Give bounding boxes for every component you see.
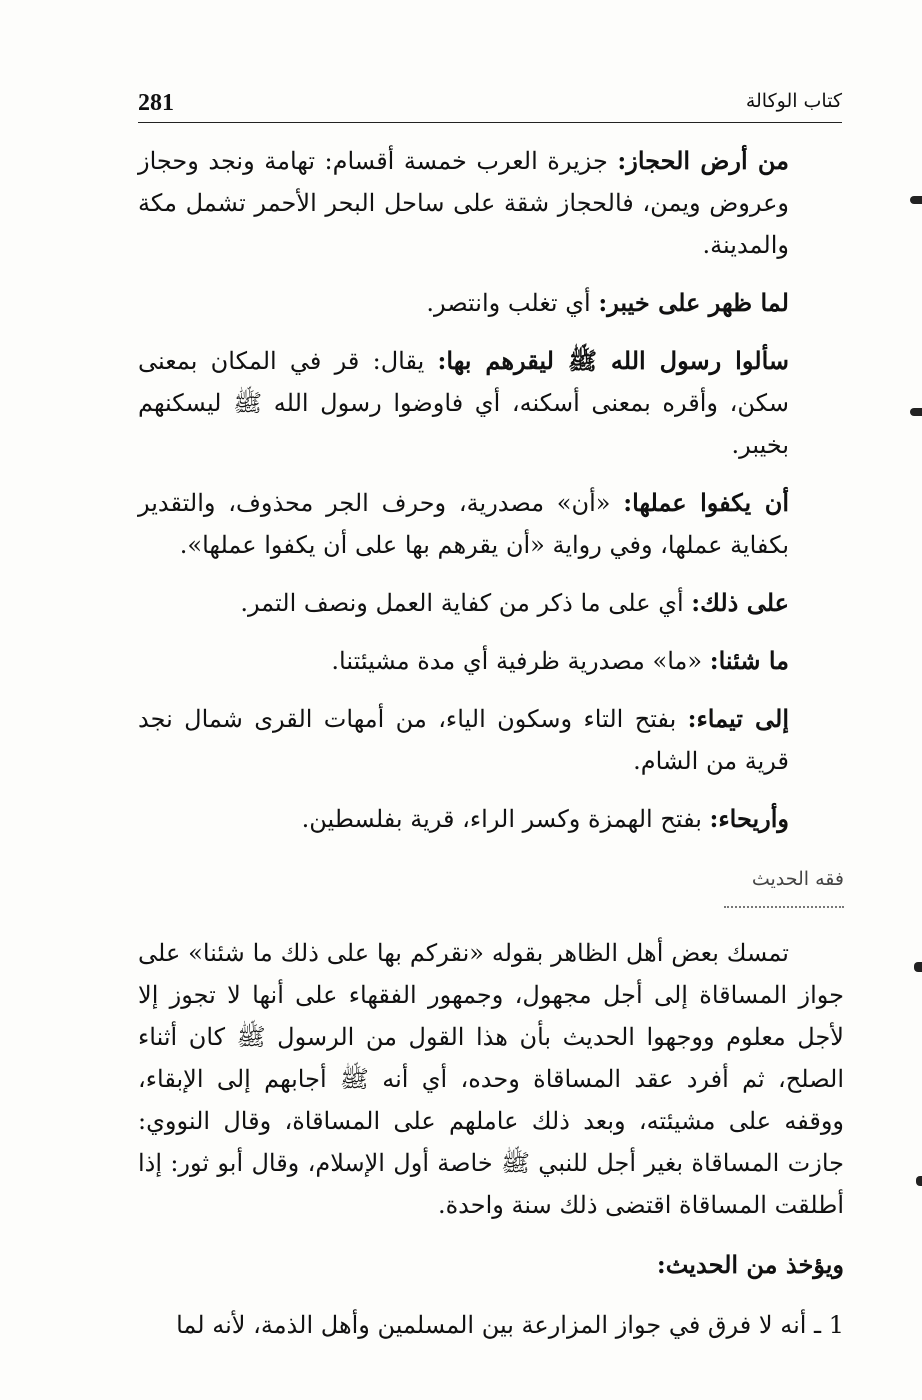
glossary-text: «ما» مصدرية ظرفية أي مدة مشيئتنا. — [331, 647, 710, 675]
section-title: فقه الحديث — [724, 858, 844, 908]
glossary-entry — [138, 140, 844, 266]
glossary-term: لما ظهر على خيبر: — [598, 288, 789, 317]
page-body — [138, 140, 844, 1346]
glossary-term: على ذلك: — [691, 588, 789, 617]
glossary-term: سألوا رسول الله ﷺ ليقرهم بها: — [437, 346, 789, 375]
glossary-entry — [138, 282, 844, 324]
glossary-entry — [138, 482, 844, 566]
glossary-entry — [138, 340, 844, 466]
glossary-entry — [138, 698, 844, 782]
glossary-text: «أن» مصدرية، وحرف الجر محذوف، والتقدير بكفاية عملها، وفي رواية «أن يقرهم بها على أن يكفوا عملها». — [138, 489, 789, 559]
glossary-term: وأريحاء: — [709, 804, 789, 833]
glossary-text: أي على ما ذكر من كفاية العمل ونصف التمر. — [240, 589, 692, 617]
glossary-entry — [138, 640, 844, 682]
glossary-text: بفتح الهمزة وكسر الراء، قرية بفلسطين. — [301, 805, 710, 833]
running-title: كتاب الوكالة — [745, 90, 842, 112]
glossary-text: أي تغلب وانتصر. — [426, 289, 599, 317]
glossary-text: بفتح التاء وسكون الياء، من أمهات القرى شمال نجد قرية من الشام. — [138, 705, 789, 775]
glossary-term: أن يكفوا عملها: — [623, 488, 789, 517]
scan-edge-mark — [910, 196, 922, 204]
glossary-text: يقال: قر في المكان بمعنى سكن، وأقره بمعنى أسكنه، أي فاوضوا رسول الله ﷺ ليسكنهم بخيبر. — [138, 347, 789, 459]
glossary-entry — [138, 582, 844, 624]
glossary-term: ما شئنا: — [709, 646, 789, 675]
list-item: 1 ـ أنه لا فرق في جواز المزارعة بين المسلمين وأهل الذمة، لأنه لما — [176, 1311, 844, 1339]
glossary-entry — [138, 798, 844, 840]
glossary-term: من أرض الحجاز: — [617, 146, 789, 175]
section-paragraph: تمسك بعض أهل الظاهر بقوله «نقركم بها على ذلك ما شئنا» على جواز المساقاة إلى أجل مجهول، وجمهور الفقهاء على أنها لا تجوز إلا لأجل معلوم ووجهوا الحديث بأن هذا القول من الرسول ﷺ كان أثناء الصلح، ثم أفرد عقد المساقاة وحده، أي أنه ﷺ أجابهم إلى الإبقاء، ووقفه على مشيئته، وبعد ذلك عاملهم على المساقاة، وقال النووي: جازت المساقاة بغير أجل للنبي ﷺ خاصة أول الإسلام، وقال أبو ثور: إذا أطلقت المساقاة اقتضى ذلك سنة واحدة. — [138, 939, 844, 1219]
sub-heading: ويؤخذ من الحديث: — [656, 1250, 844, 1279]
scan-edge-mark — [914, 962, 922, 972]
scan-edge-mark — [916, 1176, 922, 1186]
glossary-text: جزيرة العرب خمسة أقسام: تهامة ونجد وحجاز وعروض ويمن، فالحجاز شقة على ساحل البحر الأحمر تشمل مكة والمدينة. — [138, 147, 789, 259]
glossary-term: إلى تيماء: — [687, 704, 789, 733]
page-number: 281 — [138, 90, 174, 116]
page-header — [138, 82, 842, 123]
scan-edge-mark — [910, 408, 922, 416]
